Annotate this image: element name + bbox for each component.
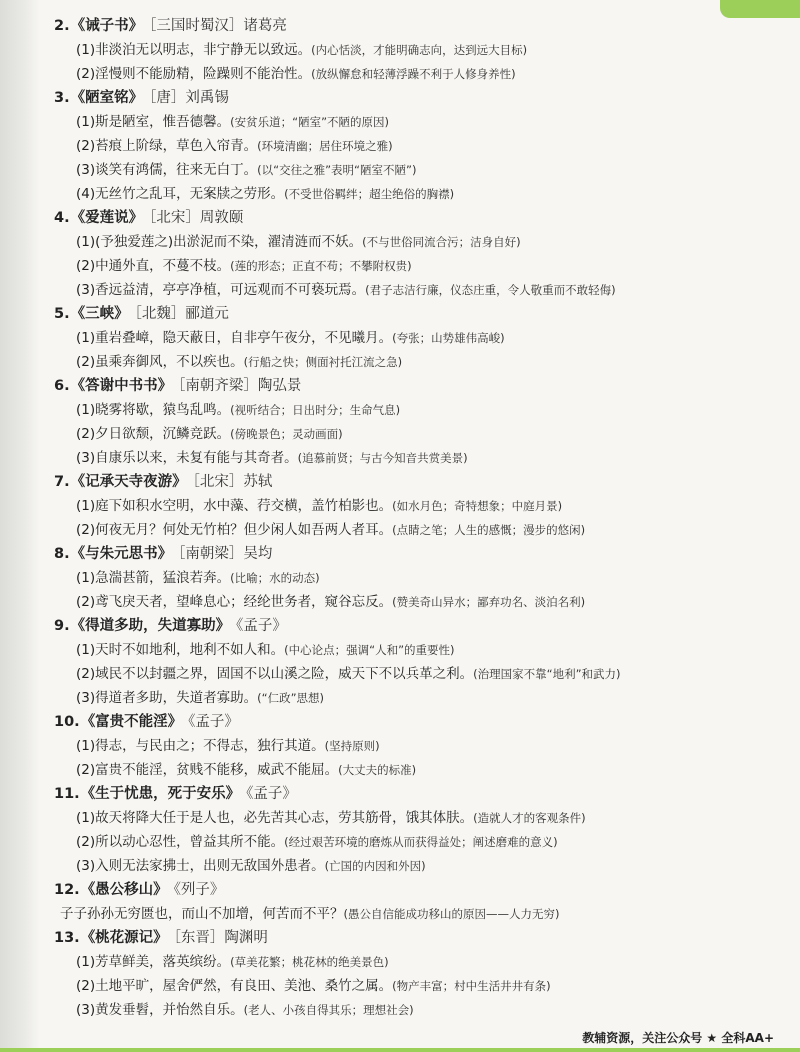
quote-text: (3)入则无法家拂士，出则无敌国外患者。 [76,858,325,874]
quote-text: (3)得道者多助，失道者寡助。 [76,690,258,706]
poem-entry [54,614,774,710]
poem-entry [54,782,774,878]
quote-line [54,902,774,926]
entry-work-title: 《愚公移山》 [80,882,168,898]
poem-entry [54,86,774,206]
quote-text: (3)自康乐以来，未复有能与其奇者。 [76,450,298,466]
entry-number: 7. [54,474,70,490]
entry-title [54,710,774,734]
entry-number: 10. [54,714,80,730]
quote-annotation: (莲的形态；正直不苟；不攀附权贵) [230,259,412,273]
entry-number: 3. [54,90,70,106]
entry-work-title: 《富贵不能淫》 [80,714,183,730]
quote-line [54,734,774,758]
entry-title [54,206,774,230]
poem-entry [54,542,774,614]
quote-text: (2)何夜无月？何处无竹柏？但少闲人如吾两人者耳。 [76,522,393,538]
quote-annotation: (比喻；水的动态) [230,571,320,585]
quote-text: (1)(予独爱莲之)出淤泥而不染，濯清涟而不妖。 [76,234,363,250]
quote-line [54,494,774,518]
document-body [54,14,774,1022]
poem-entry [54,14,774,86]
quote-annotation: (大丈夫的标准) [338,763,417,777]
quote-line [54,422,774,446]
quote-line [54,350,774,374]
quote-line [54,326,774,350]
quote-text: (1)急湍甚箭，猛浪若奔。 [76,570,231,586]
entry-number: 9. [54,618,70,634]
entry-work-title: 《记承天寺夜游》 [70,474,187,490]
entry-title [54,302,774,326]
quote-annotation: (亡国的内因和外因) [324,859,426,873]
entry-work-title: 《诫子书》 [70,18,144,34]
quote-text: (1)得志，与民由之；不得志，独行其道。 [76,738,325,754]
entry-work-title: 《桃花源记》 [80,930,168,946]
quote-annotation: (经过艰苦环境的磨炼从而获得益处；阐述磨难的意义) [284,835,558,849]
entry-author: ［唐］刘禹锡 [149,90,229,106]
entry-title [54,14,774,38]
quote-line [54,398,774,422]
entry-title [54,614,774,638]
quote-annotation: (环境清幽；居住环境之雅) [257,139,393,153]
quote-text: (3)香远益清，亭亭净植，可远观而不可亵玩焉。 [76,282,366,298]
entry-work-title: 《生于忧患，死于安乐》 [80,786,241,802]
quote-annotation: (安贫乐道；“陋室”不陋的原因) [230,115,390,129]
quote-text: (3)黄发垂髫，并怡然自乐。 [76,1002,244,1018]
poem-entry [54,926,774,1022]
quote-text: (1)斯是陋室，惟吾德馨。 [76,114,231,130]
entry-work-title: 《三峡》 [70,306,129,322]
quote-annotation: (追慕前贤；与古今知音共赏美景) [297,451,468,465]
quote-annotation: (不受世俗羁绊；超尘绝俗的胸襟) [284,187,455,201]
entry-number: 6. [54,378,70,394]
quote-line [54,254,774,278]
quote-annotation: (视听结合；日出时分；生命气息) [230,403,401,417]
entry-title [54,926,774,950]
entry-title [54,878,774,902]
entry-author: 《孟子》 [236,618,287,634]
entry-number: 12. [54,882,80,898]
quote-line [54,446,774,470]
quote-annotation: (坚持原则) [324,739,380,753]
quote-text: (2)淫慢则不能励精，险躁则不能治性。 [76,66,312,82]
quote-line [54,566,774,590]
quote-annotation: (“仁政”思想) [257,691,325,705]
quote-text: (1)天时不如地利，地利不如人和。 [76,642,285,658]
quote-annotation: (赞美奇山异水；鄙弃功名、淡泊名利) [392,595,586,609]
quote-text: (1)故天将降大任于是人也，必先苦其心志，劳其筋骨，饿其体肤。 [76,810,474,826]
entry-author: ［南朝齐梁］陶弘景 [178,378,302,394]
quote-line [54,638,774,662]
quote-line [54,662,774,686]
entry-work-title: 《与朱元思书》 [70,546,173,562]
poem-entry [54,374,774,470]
quote-text: (1)庭下如积水空明，水中藻、荇交横，盖竹柏影也。 [76,498,393,514]
entry-author: ［三国时蜀汉］诸葛亮 [149,18,287,34]
quote-annotation: (以“交往之雅”表明“陋室不陋”) [257,163,417,177]
entry-number: 2. [54,18,70,34]
quote-line [54,278,774,302]
entry-number: 11. [54,786,80,802]
quote-annotation: (愚公自信能成功移山的原因——人力无穷) [343,907,560,921]
entry-title [54,374,774,398]
entry-number: 5. [54,306,70,322]
entry-author: ［北宋］苏轼 [192,474,273,490]
entry-number: 4. [54,210,70,226]
quote-line [54,182,774,206]
quote-line [54,590,774,614]
entry-work-title: 《陋室铭》 [70,90,144,106]
quote-text: 子子孙孙无穷匮也，而山不加增，何苦而不平？ [60,906,344,922]
quote-line [54,110,774,134]
quote-annotation: (君子志洁行廉，仪态庄重，令人敬重而不敢轻侮) [365,283,616,297]
quote-text: (2)鸢飞戾天者，望峰息心；经纶世务者，窥谷忘反。 [76,594,393,610]
poem-entry [54,302,774,374]
quote-annotation: (点睛之笔；人生的感慨；漫步的悠闲) [392,523,586,537]
quote-line [54,134,774,158]
quote-text: (2)所以动心忍性，曾益其所不能。 [76,834,285,850]
quote-text: (4)无丝竹之乱耳，无案牍之劳形。 [76,186,285,202]
quote-text: (3)谈笑有鸿儒，往来无白丁。 [76,162,258,178]
footer-text: 教辅资源，关注公众号 ★ 全科AA+ [582,1031,774,1045]
quote-line [54,998,774,1022]
entry-author: ［南朝梁］吴均 [178,546,273,562]
entry-author: 《列子》 [173,882,225,898]
entry-author: 《孟子》 [188,714,239,730]
entry-author: 《孟子》 [246,786,297,802]
poem-entry [54,878,774,926]
quote-line [54,854,774,878]
quote-annotation: (不与世俗同流合污；洁身自好) [362,235,521,249]
entry-work-title: 《得道多助，失道寡助》 [70,618,231,634]
quote-line [54,38,774,62]
quote-annotation: (如水月色；奇特想象；中庭月景) [392,499,563,513]
quote-line [54,806,774,830]
entry-author: ［北魏］郦道元 [134,306,229,322]
entry-title [54,782,774,806]
quote-annotation: (内心恬淡，才能明确志向，达到远大目标) [311,43,528,57]
poem-entry [54,710,774,782]
quote-text: (2)苔痕上阶绿，草色入帘青。 [76,138,258,154]
quote-annotation: (中心论点；强调“人和”的重要性) [284,643,455,657]
page-binding-edge [0,0,40,1052]
entry-author: ［北宋］周敦颐 [149,210,244,226]
quote-line [54,230,774,254]
quote-text: (2)富贵不能淫，贫贱不能移，威武不能屈。 [76,762,339,778]
quote-annotation: (造就人才的客观条件) [473,811,586,825]
quote-annotation: (老人、小孩自得其乐；理想社会) [243,1003,414,1017]
quote-text: (2)虽乘奔御风，不以疾也。 [76,354,244,370]
entry-title [54,86,774,110]
entry-number: 13. [54,930,80,946]
quote-line [54,950,774,974]
quote-text: (1)重岩叠嶂，隐天蔽日，自非亭午夜分，不见曦月。 [76,330,393,346]
entry-title [54,542,774,566]
quote-line [54,62,774,86]
quote-line [54,974,774,998]
quote-annotation: (行船之快；侧面衬托江流之急) [243,355,403,369]
quote-line [54,686,774,710]
poem-entry [54,206,774,302]
quote-annotation: (夸张；山势雄伟高峻) [392,331,505,345]
quote-line [54,158,774,182]
entry-title [54,470,774,494]
quote-annotation: (傍晚景色；灵动画面) [230,427,343,441]
entry-author: ［东晋］陶渊明 [173,930,268,946]
entry-work-title: 《爱莲说》 [70,210,144,226]
footer-bar [0,1048,800,1052]
quote-text: (2)域民不以封疆之界，固国不以山溪之险，威天下不以兵革之利。 [76,666,474,682]
quote-annotation: (草美花繁；桃花林的绝美景色) [230,955,389,969]
poem-entry [54,470,774,542]
quote-line [54,830,774,854]
quote-text: (1)芳草鲜美，落英缤纷。 [76,954,231,970]
quote-annotation: (放纵懈怠和轻薄浮躁不利于人修身养性) [311,67,516,81]
quote-text: (2)中通外直，不蔓不枝。 [76,258,231,274]
quote-line [54,518,774,542]
quote-annotation: (物产丰富；村中生活井井有条) [392,979,551,993]
quote-text: (2)土地平旷，屋舍俨然，有良田、美池、桑竹之属。 [76,978,393,994]
quote-text: (2)夕日欲颓，沉鳞竞跃。 [76,426,231,442]
entry-number: 8. [54,546,70,562]
quote-text: (1)非淡泊无以明志，非宁静无以致远。 [76,42,312,58]
entry-work-title: 《答谢中书书》 [70,378,173,394]
quote-annotation: (治理国家不靠“地利”和武力) [473,667,621,681]
quote-text: (1)晓雾将歇，猿鸟乱鸣。 [76,402,231,418]
quote-line [54,758,774,782]
